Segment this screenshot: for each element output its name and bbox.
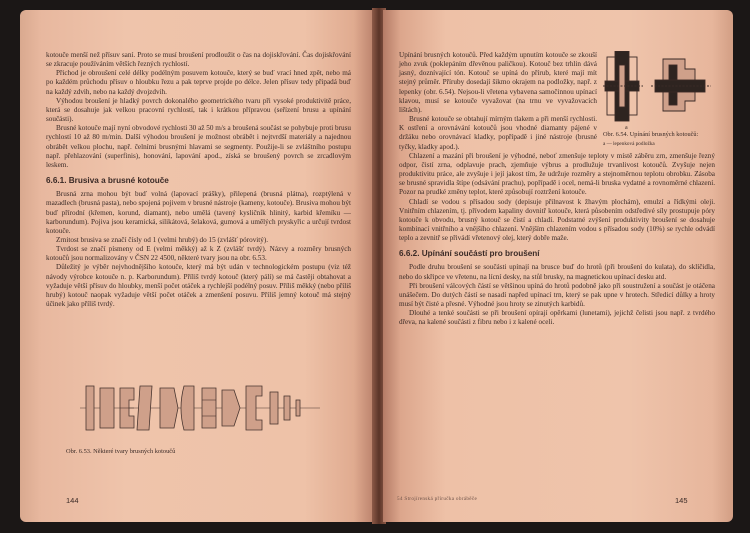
paragraph: kotouče menší než přísuv saní. Proto se musí broušení prodloužit o čas na dojiskřování. Čas dojiskřování se zkracuje používáním větších řezných rychlostí. xyxy=(46,51,351,69)
left-page-text xyxy=(46,51,351,309)
running-head: 54 Strojírenská příručka obráběče xyxy=(397,496,478,502)
paragraph: Důležitý je výběr nejvhodnějšího kotouče, který má být udán v technologickém postupu (viz též návody výrobce kotouče n. p. Karborundum). Příliš tvrdý kotouč (který pálí) se má častěji obtahovat a vyžaduje větší přísuv do hloubky, menší počet otáček a rychlejší podélný posuv. Příliš měkký (nebo příliš hrubý) kotouč naopak vyžaduje větší počet otáček a zmenšení posuvu. Příliš jemný kotouč má stejný účinek jako příliš tvrdý. xyxy=(46,263,351,309)
paragraph: Brusná zrna mohou být buď volná (lapovací prášky), přilepená (brusná plátna), rozptýlená v mazadlech (brusná pasta), nebo spojená pojivem v brusné nástroje (kameny, kotouče). Brusiva mohou být buď přírodní (křemen, korund, diamant), nebo umělá (tavený kysličník hlinitý, karbid křemíku — karborundum). Pojiva jsou keramická, silikátová, šelaková, gumová a umělých pryskyřic a určují tvrdost kotouče. xyxy=(46,190,351,235)
paragraph: Brusné kotouče se obtahují mírným tlakem a při menší rychlosti. K ostření a orovnávání kotoučů jsou vhodné diamanty pájené v držáku nebo orovnávací kladky, popřípadě i jiné nástroje (brusné tyčky, kladky apod.). xyxy=(399,115,597,151)
paragraph: Podle druhu broušení se součásti upínají na brusce buď do hrotů (při broušení do kulata), do sklíčidla, nebo do skřipce ve vřetenu, na lícní desky, na stůl brusky, na magnetickou upínací desku atd. xyxy=(399,263,715,281)
left-page xyxy=(20,10,375,522)
svg-text:a: a xyxy=(625,125,628,131)
paragraph: Výhodou broušení je hladký povrch dokonalého geometrického tvaru při vysoké produktivitě práce, která se dosahuje jak velkou pracovní rychlostí, tak i krátkou přípravou (seřízení brusu a upínání součásti). xyxy=(46,96,351,124)
page-number: 145 xyxy=(675,496,688,505)
paragraph: Tvrdost se značí písmeny od E (velmi měkký) až k Z (zvlášť tvrdý). Názvy a rozměry brusných kotoučů jsou normalizovány v ČSN 22 4500, některé tvary jsou na obr. 6.53. xyxy=(46,245,351,263)
figure-6-54 xyxy=(603,51,715,147)
paragraph: Chlazení a mazání při broušení je výhodné, neboť zmenšuje teploty v místě záběru zrn, zmenšuje řezný odpor, čistí zrna, odplavuje prach, zjemňuje výbrus a prodlužuje trvanlivost kotoučů. Zvyšuje nejen produktivitu práce, ale zvyšuje i její jakost tím, že udržuje rozměry a stejnoměrnou teplotu obrobku. Zásoba se brusné spravidla štípe (odsávání prachu), popřípadě i ocel, nemá-li bruska vydatné a rovnoměrné chlazení. Pozor na prudké změny teplot, které způsobují roztržení kotouče. xyxy=(399,151,715,197)
grinding-wheel-shapes-figure xyxy=(80,378,320,438)
paragraph: Chladí se vodou s přísadou sody (depisuje přilnavost k žhavým plochám), emulzí a řídkými oleji. Vnitřním chlazením, tj. přívodem kapaliny dovnitř kotouče, která působením odstředivé síly prostupuje póry kotouče k obvodu, brusný kotouč se čistí a chladí. Podstatné zvýšení produktivity broušení se dosahuje kombinací vnitřního a vnějšího chlazení. Vnějším chlazením vodou s přísadou sody (10%) se rychle odvádí teplo a zevnitř se přivádí vřetenový olej, který dobře maže. xyxy=(399,197,715,243)
paragraph: Upínání brusných kotoučů. Před každým upnutím kotouče se zkouší jeho zvuk (poklepáním dřevěnou paličkou). Kotouč bez trhlin dává jasný, doznívající tón. Kotouč se upíná do přírub, které mají mít stejný průměr. Příruby dosedají šikmo okrajem na podložky, např. z lepenky (obr. 6.54). Nejsou-li vřetena vybavena samočinnou upínací klavou, musí se kotouče vyvažovat (na trnu ve vyvažovacích lištách). xyxy=(399,51,597,114)
right-page-text xyxy=(399,51,715,328)
section-heading: 6.6.2. Upínání součástí pro broušení xyxy=(399,249,540,259)
paragraph: Dlouhé a tenké součásti se při broušení opírají opěrkami (lunetami), jejichž čelisti jsou např. z tvrdého dřeva, na kalené součásti z fibru nebo i z kalené oceli. xyxy=(399,309,715,327)
figure-note: a — lepenková podložka xyxy=(603,140,655,147)
wheel-mounting-figure xyxy=(603,51,715,131)
paragraph: Přichod je obroušení celé délky podélným posuvem kotouče, který se buď vrací hned zpět, nebo má po každém průchodu přísuv o hloubku řezu a pak teprve projde po délce. Jelen přísuv tedy připadá buď na každý zdvih, nebo na každý dvojzdvih. xyxy=(46,69,351,96)
section-heading: 6.6.1. Brusiva a brusné kotouče xyxy=(46,176,169,186)
right-page xyxy=(383,10,733,522)
paragraph: Brusné kotouče mají nyní obvodové rychlosti 30 až 50 m/s a broušená součást se pohybuje proti brusu rychlostí 10 až 80 m/min. Další výhodou broušení je možnost obrábět i nejtvrdší materiály a najednou obrábět velkou plochu, např. čelními brusnými hlavami se segmenty. Použije-li se zvláštního postupu např. přehlazování (superfinis), honování, lapování apod., získá se broušený povrch se zrcadlovým leskem. xyxy=(46,124,351,169)
figure-caption: Obr. 6.54. Upínání brusných kotoučů: xyxy=(603,131,699,138)
paragraph: Zrnitost brusiva se značí čísly od 1 (velmi hrubý) do 15 (zvlášť pórovitý). xyxy=(56,235,269,244)
figure-caption: Obr. 6.53. Některé tvary brusných kotoučů xyxy=(66,448,176,455)
page-number: 144 xyxy=(66,496,79,505)
paragraph: Při broušení válcových částí se většinou upíná do hrotů podobně jako při soustružení a součást je otáčena unášečem. Do dutých částí se nasadí napřed upínací trn, který se pak upne v hrotech. Středicí důlky a hroty musí být čisté a přesné. Výhodné jsou hroty se zinutých karbidů. xyxy=(399,281,715,309)
